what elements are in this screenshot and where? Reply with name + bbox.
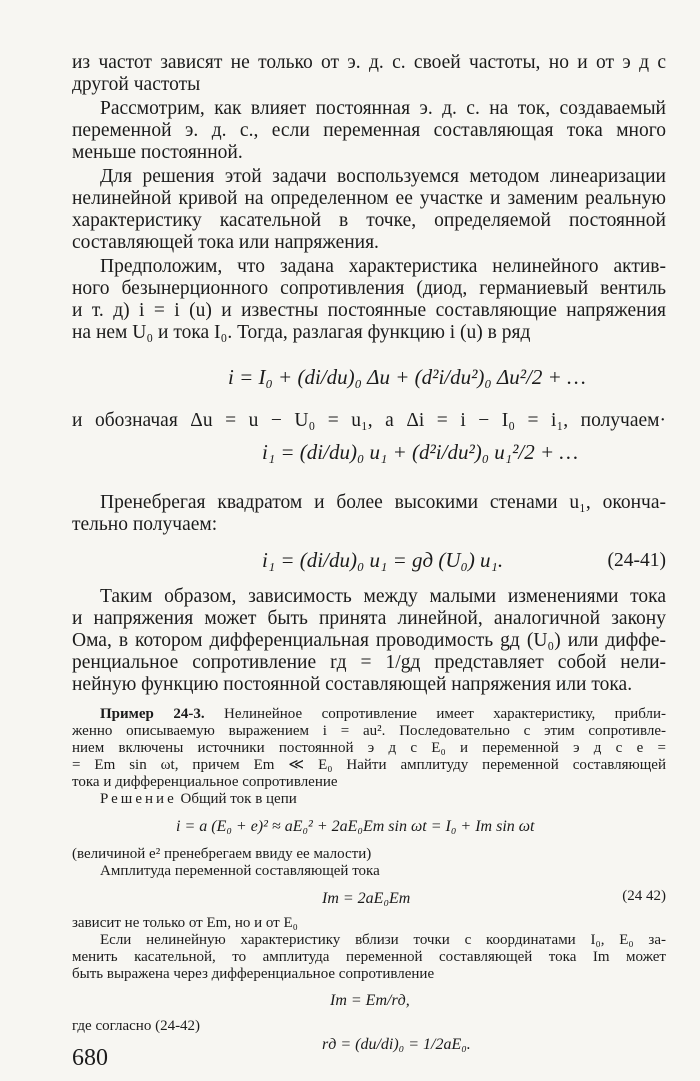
page-number: 680 (72, 1045, 108, 1071)
example-line: менить касательной, то амплитуда переменной составляющей тока Im может (72, 949, 666, 965)
example-line: Пример 24-3. Нелинейное сопротивление имеет характеристику, прибли- (100, 706, 666, 722)
equation: i₁ = (di/du)₀ u₁ = gд (U₀) u₁. (262, 548, 504, 572)
text-line: нейную функцию постоянной составляющей напряжения или тока. (72, 674, 633, 695)
text-line: на нем U₀ и тока I₀. Тогда, разлагая функцию i (u) в ряд (72, 322, 531, 343)
example-line: быть выражена через дифференциальное сопротивление (72, 966, 435, 982)
example-line: = Em sin ωt, причем Em ≪ E₀ Найти амплитуду переменной составляющей (72, 757, 666, 773)
text-line: и обозначая Δu = u − U₀ = u₁, а Δi = i − I₀ = i₁, получаем· (72, 410, 666, 431)
text-line: характеристику касательной в точке, определяемой постоянной (72, 210, 666, 231)
text-line: из частот зависят не только от э. д. с. своей частоты, но и от э д с (72, 52, 666, 73)
text-line: переменной э. д. с., если переменная составляющая тока много (72, 120, 666, 141)
text-line: и т. д) i = i (u) и известны постоянные составляющие напряжения (72, 300, 666, 321)
example-line: (величиной e² пренебрегаем ввиду ее малости) (72, 846, 372, 862)
text-line: тельно получаем: (72, 514, 218, 535)
text-line: ного безынерционного сопротивления (диод, германиевый вентиль (72, 278, 666, 299)
text-line: ренциальное сопротивление rд = 1/gд представляет собой нели- (72, 652, 666, 673)
equation-number: (24-41) (607, 550, 666, 571)
equation: i₁ = (di/du)₀ u₁ + (d²i/du²)₀ u₁²/2 + … (262, 440, 579, 464)
example-line: Решение Общий ток в цепи (100, 791, 297, 807)
text-line: меньше постоянной. (72, 142, 243, 163)
text-line: Предположим, что задана характеристика нелинейного актив- (100, 256, 666, 277)
text-line: составляющей тока или напряжения. (72, 232, 379, 253)
solution-label: Решение (100, 791, 177, 807)
example-line: нием включены источники постоянной э д с E₀ и переменной э д с e = (72, 740, 666, 756)
equation-number: (24 42) (622, 888, 666, 904)
text-line: Для решения этой задачи воспользуемся методом линеаризации (100, 166, 666, 187)
text-line: Пренебрегая квадратом и более высокими стенами u₁, оконча- (100, 492, 666, 513)
equation: i = I₀ + (di/du)₀ Δu + (d²i/du²)₀ Δu²/2 + … (228, 365, 586, 389)
text-line: другой частоты (72, 74, 201, 95)
equation: Im = 2aE₀Em (322, 890, 411, 907)
text-line: Рассмотрим, как влияет постоянная э. д. с. на ток, создаваемый (100, 98, 666, 119)
example-line: Амплитуда переменной составляющей тока (100, 863, 380, 879)
equation: rд = (du/di)₀ = 1/2aE₀. (322, 1036, 471, 1053)
example-line: тока и дифференциальное сопротивление (72, 774, 338, 790)
text-line: нелинейной кривой на определенном ее участке и заменим реальную (72, 188, 666, 209)
example-line: женно описываемую выражением i = au². Последовательно с этим сопротивле- (72, 723, 666, 739)
text-line: и напряжения может быть принята линейной, аналогичной закону (72, 608, 666, 629)
equation: Im = Em/rд, (330, 992, 410, 1009)
example-line: зависит не только от Em, но и от E₀ (72, 915, 298, 931)
example-line: Если нелинейную характеристику вблизи точки с координатами I₀, E₀ за- (100, 932, 666, 948)
text-line: Ома, в котором дифференциальная проводимость gд (U₀) или диффе- (72, 630, 666, 651)
example-line: где согласно (24-42) (72, 1018, 201, 1034)
example-title: Пример 24-3. (100, 706, 205, 722)
text-line: Таким образом, зависимость между малыми изменениями тока (100, 586, 666, 607)
equation: i = a (E₀ + e)² ≈ aE₀² + 2aE₀Em sin ωt = I₀ + Im sin ωt (176, 818, 535, 835)
